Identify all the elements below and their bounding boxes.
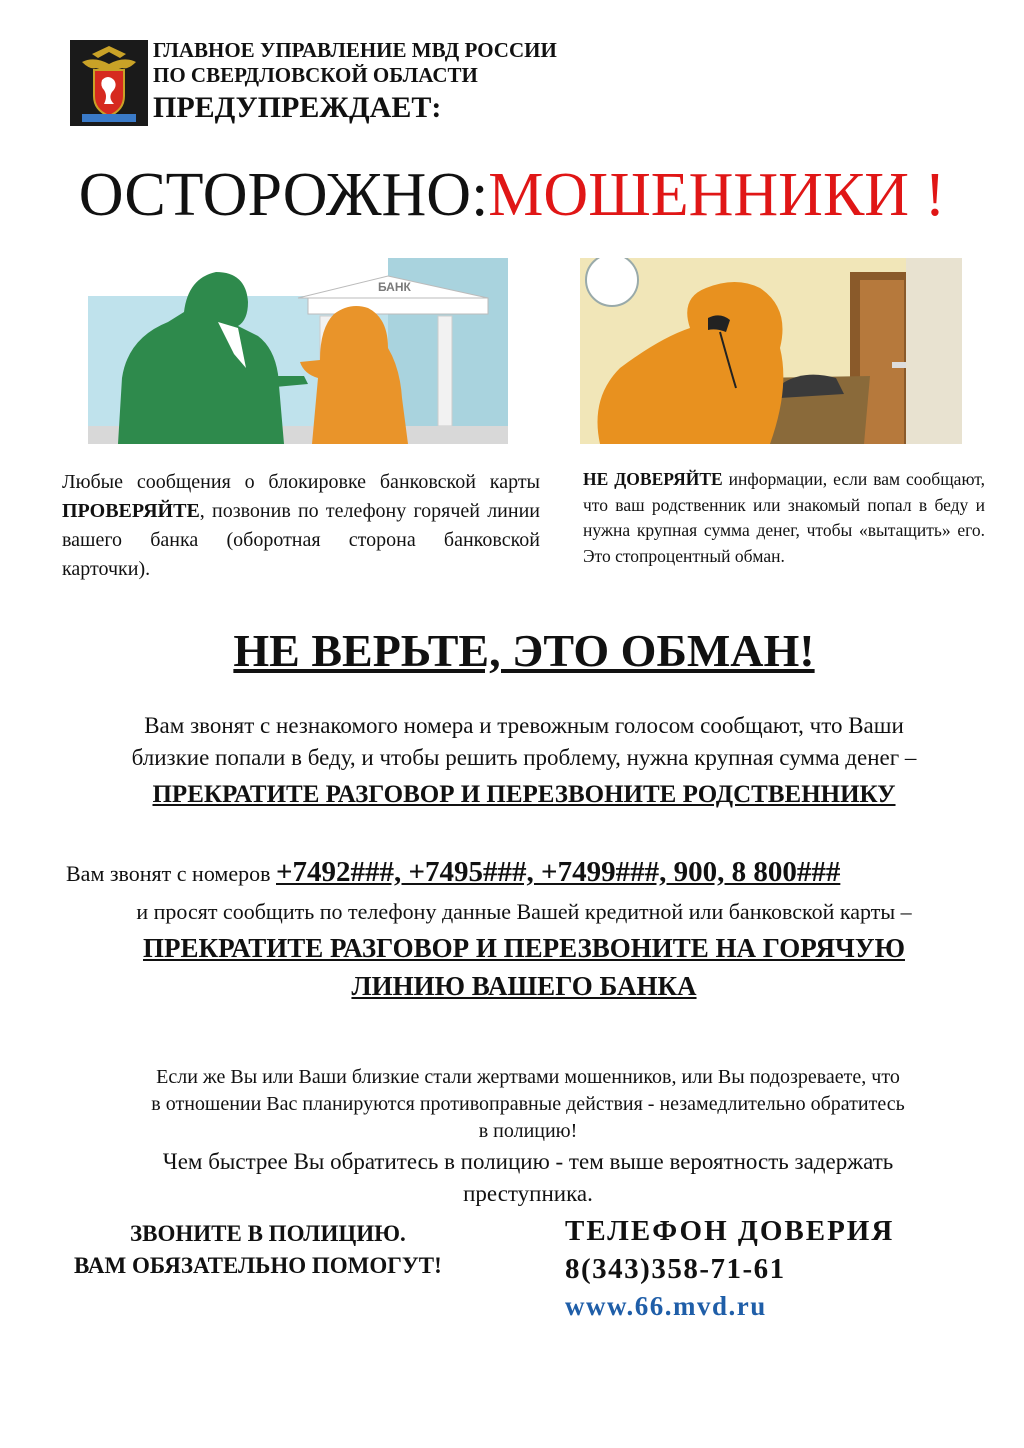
section2-prefix: Вам звонят с номеров (66, 861, 276, 886)
section2-numbers: +7492###, +7495###, +7499###, 900, 8 800### (276, 856, 841, 888)
section3-line2: в отношении Вас планируются противоправные действия - незамедлительно обратитесь (151, 1093, 905, 1115)
warning-heading: НЕ ВЕРЬТЕ, ЭТО ОБМАН! (233, 625, 815, 676)
section3-line1: Если же Вы или Ваши близкие стали жертвами мошенников, или Вы подозреваете, что (156, 1066, 900, 1088)
website-link[interactable]: www.66.mvd.ru (565, 1291, 767, 1321)
header-line-1: ГЛАВНОЕ УПРАВЛЕНИЕ МВД РОССИИ (153, 38, 557, 62)
bank-scene-image (88, 258, 508, 444)
trust-phone-number[interactable]: 8(343)358-71-61 (565, 1253, 786, 1285)
bank-sign-text: БАНК (378, 280, 411, 294)
header-line-2: ПО СВЕРДЛОВСКОЙ ОБЛАСТИ (153, 63, 478, 87)
section2-action2: ЛИНИЮ ВАШЕГО БАНКА (351, 971, 697, 1001)
trust-phone-label: ТЕЛЕФОН ДОВЕРИЯ (565, 1215, 895, 1247)
police-emblem-icon (70, 40, 148, 126)
title-part-red: МОШЕННИКИ ! (488, 161, 946, 229)
header-warns: ПРЕДУПРЕЖДАЕТ: (153, 91, 442, 124)
right-paragraph-post: информации, если вам сообщают, что ваш родственник или знакомый попал в беду и нужна крупная сумма денег, чтобы «вытащить» его. Это стопроцентный обман. (583, 469, 986, 566)
section3-line4: Чем быстрее Вы обратитесь в полицию - тем выше вероятность задержать (162, 1149, 894, 1174)
call-police-line2: ВАМ ОБЯЗАТЕЛЬНО ПОМОГУТ! (74, 1253, 442, 1278)
section3-line5: преступника. (463, 1181, 593, 1206)
phone-scene-image (580, 258, 962, 444)
section1-action: ПРЕКРАТИТЕ РАЗГОВОР И ПЕРЕЗВОНИТЕ РОДСТВЕННИКУ (152, 781, 896, 808)
call-police-line1: ЗВОНИТЕ В ПОЛИЦИЮ. (130, 1221, 406, 1246)
section1-line2: близкие попали в беду, и чтобы решить проблему, нужна крупная сумма денег – (131, 745, 917, 770)
left-paragraph (62, 468, 540, 584)
right-paragraph (583, 467, 985, 569)
section2-line2: и просят сообщить по телефону данные Вашей кредитной или банковской карты – (136, 899, 912, 924)
left-paragraph-bold: ПРОВЕРЯЙТЕ (62, 500, 200, 522)
left-paragraph-post: , позвонив по телефону горячей линии вашего банка (оборотная сторона банковской карточки). (62, 500, 540, 580)
right-paragraph-bold: НЕ ДОВЕРЯЙТЕ (583, 469, 723, 489)
left-paragraph-pre: Любые сообщения о блокировке банковской карты (62, 471, 540, 493)
section2-line1 (66, 852, 840, 894)
section2-action1: ПРЕКРАТИТЕ РАЗГОВОР И ПЕРЕЗВОНИТЕ НА ГОРЯЧУЮ (143, 933, 905, 963)
page-title (0, 158, 1024, 232)
title-part-black: ОСТОРОЖНО: (78, 161, 489, 229)
section1-line1: Вам звонят с незнакомого номера и тревожным голосом сообщают, что Ваши (144, 713, 904, 738)
section3-line3: в полицию! (478, 1120, 578, 1142)
